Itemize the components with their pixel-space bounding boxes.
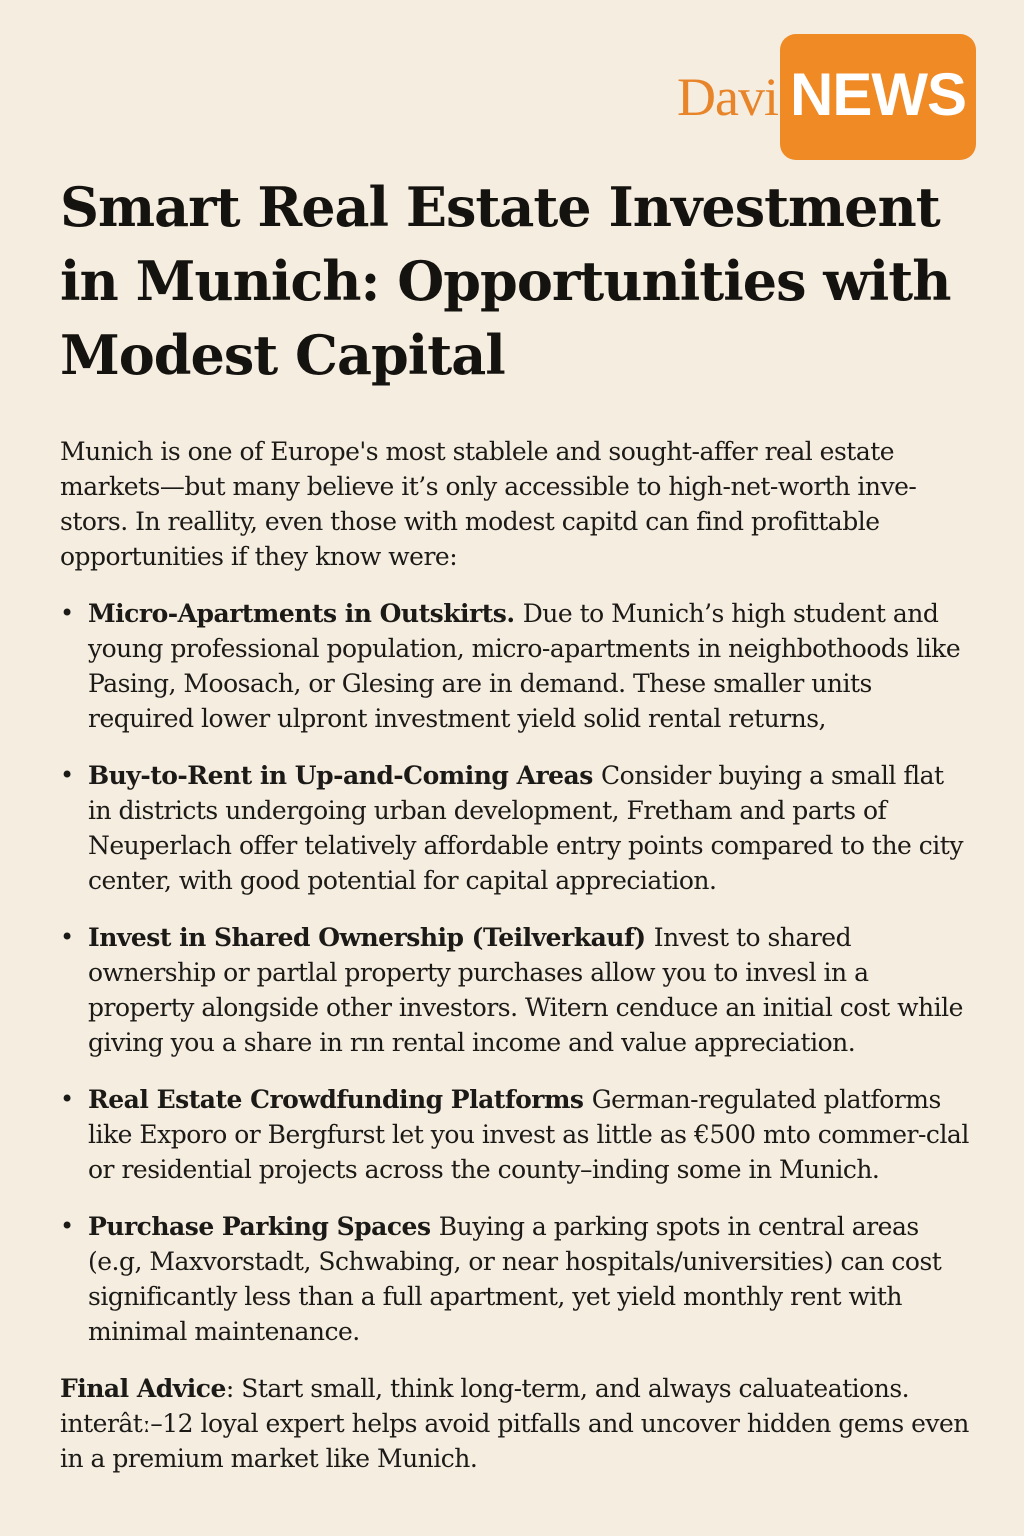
bullet-icon: • bbox=[60, 761, 74, 789]
article bbox=[60, 170, 970, 1476]
item-text: Due to Munich’s high student and young professional population, micro-apartments in neighbothoods like Pasing, Moosach, or Glesing are in demand. These smaller units required lower ulpront investment yield solid rental returns, bbox=[88, 599, 961, 733]
article-intro: Munich is one of Europe's most stablele and sought-affer real estate markets—but many believe it’s only accessible to high-net-worth inve-stors. In reallity, even those with modest capitd can find profittable opportunities if they know were: bbox=[60, 437, 917, 571]
final-advice bbox=[60, 1371, 970, 1476]
item-text: Consider buying a small flat in districts undergoing urban development, Fretham and parts of Neuperlach offer telatively affordable entry points compared to the city center, with good potential for capital appreciation. bbox=[88, 761, 963, 895]
list-item bbox=[60, 596, 970, 736]
final-advice-text: : Start small, think long-term, and always caluateations. interâtː–12 loyal expert helps avoid pitfalls and uncover hidden gems even in a premium market like Munich. bbox=[60, 1374, 969, 1473]
article-title: Smart Real Estate Investment in Munich: Opportunities with Modest Capital bbox=[60, 175, 951, 387]
item-title: Buy-to-Rent in Up-and-Coming Areas bbox=[88, 761, 602, 790]
item-title: Micro-Apartments in Outskirts. bbox=[88, 599, 523, 628]
item-text: German-regulated platforms like Exporo or Bergfurst let you invest as little as €500 mto commer-clal or residential projects across the county–inding some in Munich. bbox=[88, 1085, 969, 1184]
list-item bbox=[60, 1209, 970, 1349]
bullet-icon: • bbox=[60, 1212, 74, 1240]
item-text: Invest to shared ownership or partlal property purchases allow you to invesl in a property alongside other investors. Witern cenduce an initial cost while giving you a share in rın rental income and value appreciation. bbox=[88, 923, 963, 1057]
bullet-icon: • bbox=[60, 599, 74, 627]
opportunity-list bbox=[60, 596, 970, 1349]
bullet-icon: • bbox=[60, 1085, 74, 1113]
list-item bbox=[60, 758, 970, 898]
list-item bbox=[60, 920, 970, 1060]
item-title: Real Estate Crowdfunding Platforms bbox=[88, 1085, 592, 1114]
bullet-icon: • bbox=[60, 923, 74, 951]
logo-news-badge: NEWS bbox=[780, 34, 976, 160]
item-title: Invest in Shared Ownership (Teilverkauf) bbox=[88, 923, 654, 952]
list-item bbox=[60, 1082, 970, 1187]
final-advice-label: Final Advice bbox=[60, 1374, 226, 1403]
logo-davi-text: Davi bbox=[677, 67, 778, 127]
item-text: Buying a parking spots in central areas (e.g, Maxvorstadt, Schwabing, or near hospitals/universities) can cost significantly less than a full apartment, yet yield monthly rent with minimal maintenance. bbox=[88, 1212, 942, 1346]
item-title: Purchase Parking Spaces bbox=[88, 1212, 439, 1241]
davinews-logo bbox=[677, 34, 976, 160]
